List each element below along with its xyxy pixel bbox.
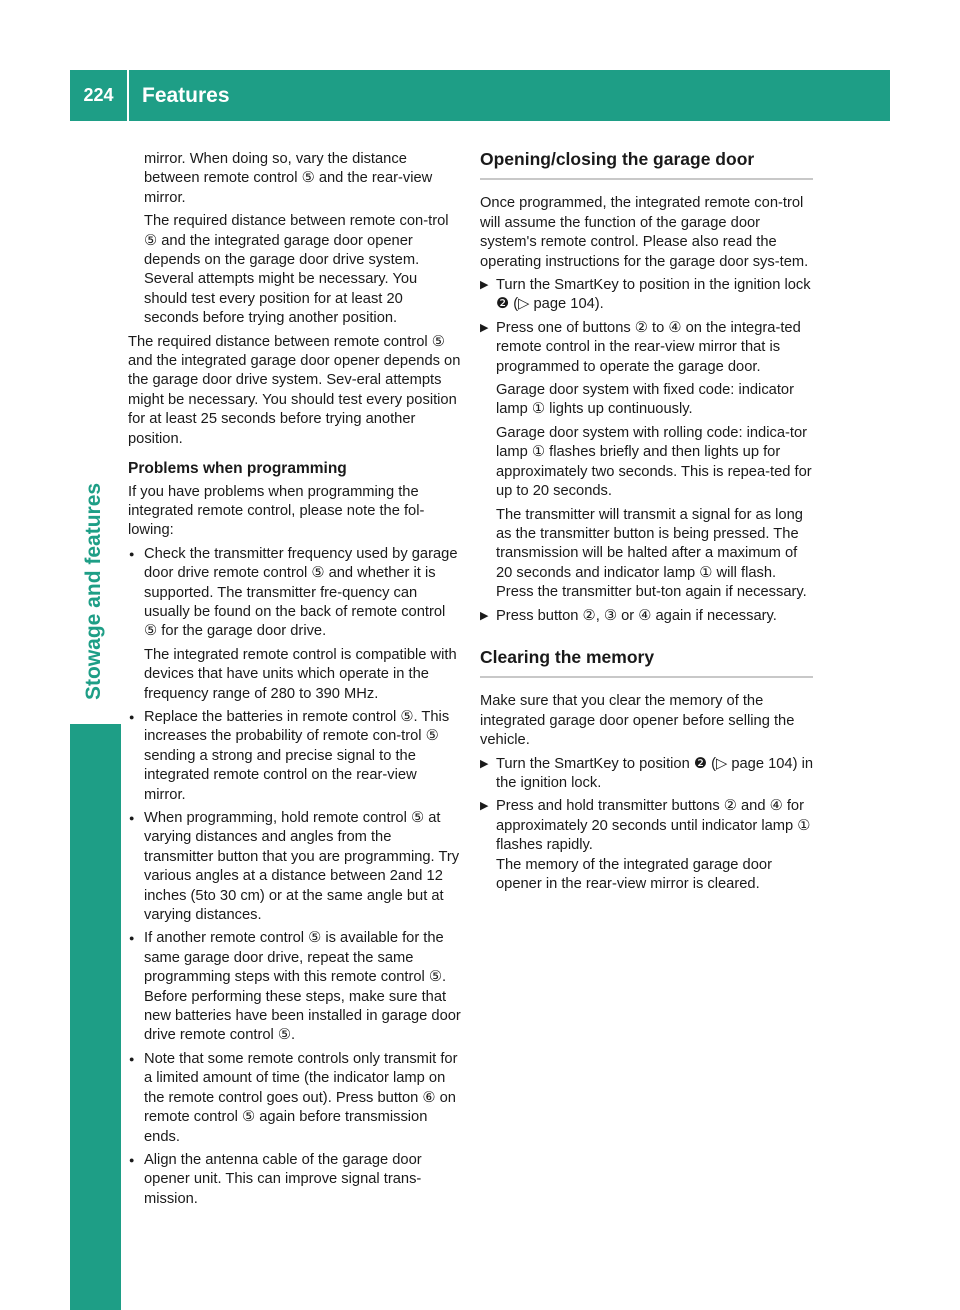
instruction-step-text: ▶ Press and hold transmitter buttons ② and ④ for approximately 20 seconds until indicator lamp ① flashes rapidly. bbox=[496, 798, 811, 854]
list-item: ● When programming, hold remote control ⑤ at varying distances and angles from the transmitter button that you are programming. Try various angles at a distance between 2and 12 inches (5to 30 cm) or at the same angle but at varying distances. bbox=[128, 809, 461, 925]
heading-opening-closing: Opening/closing the garage door bbox=[480, 150, 813, 180]
header-divider bbox=[127, 70, 129, 121]
step-note: Garage door system with fixed code: indicator lamp ① lights up continuously. bbox=[496, 382, 794, 418]
list-item-note: The integrated remote control is compatible with devices that have units which operate in the frequency range of 280 to 390 MHz. bbox=[144, 646, 457, 702]
paragraph: Once programmed, the integrated remote con-trol will assume the function of the garage door system's remote control. Please also read the operating instructions for the garage door sys-tem. bbox=[480, 195, 809, 270]
step-result: The memory of the integrated garage door opener in the rear-view mirror is cleared. bbox=[496, 856, 772, 892]
list-item: ● If another remote control ⑤ is available for the same garage door drive, repeat the same programming steps with this remote control ⑤. Before performing these steps, make sure that new batteries have been installed in garage door drive remote control ⑤. bbox=[128, 929, 461, 1045]
page-number: 224 bbox=[83, 85, 114, 105]
instruction-step: ▶ Press button ②, ③ or ④ again if necessary. bbox=[480, 607, 813, 626]
list-item: ● Align the antenna cable of the garage door opener unit. This can improve signal trans-mission. bbox=[128, 1151, 461, 1209]
page-header bbox=[70, 70, 890, 121]
list-item: ● Replace the batteries in remote control ⑤. This increases the probability of remote con-trol ⑤ sending a strong and precise signal to the integrated remote control on the rear-view mirror. bbox=[128, 708, 461, 805]
paragraph: The required distance between remote control ⑤ and the integrated garage door opener depends on the garage door drive system. Sev-eral attempts might be necessary. You should test every position for at least 25 seconds before trying another position. bbox=[128, 333, 461, 447]
left-column bbox=[128, 150, 461, 1213]
instruction-step bbox=[480, 319, 813, 603]
list-item: ● Note that some remote controls only transmit for a limited amount of time (the indicator lamp on the remote control goes out). Press button ⑥ on remote control ⑤ again before transmission ends. bbox=[128, 1050, 461, 1147]
side-chapter-tab bbox=[70, 724, 121, 1310]
step-note: The transmitter will transmit a signal for as long as the transmitter button is being pressed. The transmission will be halted after a maximum of 20 seconds and indicator lamp ① will flash. Press the transmitter but-ton again if necessary. bbox=[496, 506, 807, 601]
paragraph: The required distance between remote con-trol ⑤ and the integrated garage door opener depends on the garage door drive system. Several attempts might be necessary. You should test every position for at least 20 seconds before trying another position. bbox=[144, 213, 449, 327]
subheading-problems: Problems when programming bbox=[128, 460, 347, 478]
list-item bbox=[128, 545, 461, 704]
step-note: Garage door system with rolling code: indica-tor lamp ① flashes briefly and then lights up for approximately two seconds. This is repea-ted for up to 20 seconds. bbox=[496, 424, 812, 500]
instruction-step: ▶ Turn the SmartKey to position in the ignition lock ❷ (▷ page 104). bbox=[480, 276, 813, 315]
instruction-step bbox=[480, 797, 813, 894]
list-item-text: ● Check the transmitter frequency used by garage door drive remote control ⑤ and whether it is supported. The transmitter fre-quency can usually be found on the back of remote control ⑤ for the garage door drive. bbox=[144, 545, 458, 640]
right-column bbox=[480, 150, 813, 898]
side-chapter-label: Stowage and features bbox=[82, 482, 105, 700]
section-title: Features bbox=[142, 83, 230, 107]
paragraph: mirror. When doing so, vary the distance between remote control ⑤ and the rear-view mirror. bbox=[144, 151, 433, 206]
heading-clearing-memory: Clearing the memory bbox=[480, 648, 813, 678]
paragraph: Make sure that you clear the memory of the integrated garage door opener before selling the vehicle. bbox=[480, 693, 795, 749]
instruction-step-text: ▶ Press one of buttons ② to ④ on the integra-ted remote control in the rear-view mirror that is programmed to operate the garage door. bbox=[496, 319, 801, 375]
paragraph: If you have problems when programming the integrated remote control, please note the fol-lowing: bbox=[128, 483, 425, 539]
instruction-step: ▶ Turn the SmartKey to position ❷ (▷ page 104) in the ignition lock. bbox=[480, 755, 813, 794]
